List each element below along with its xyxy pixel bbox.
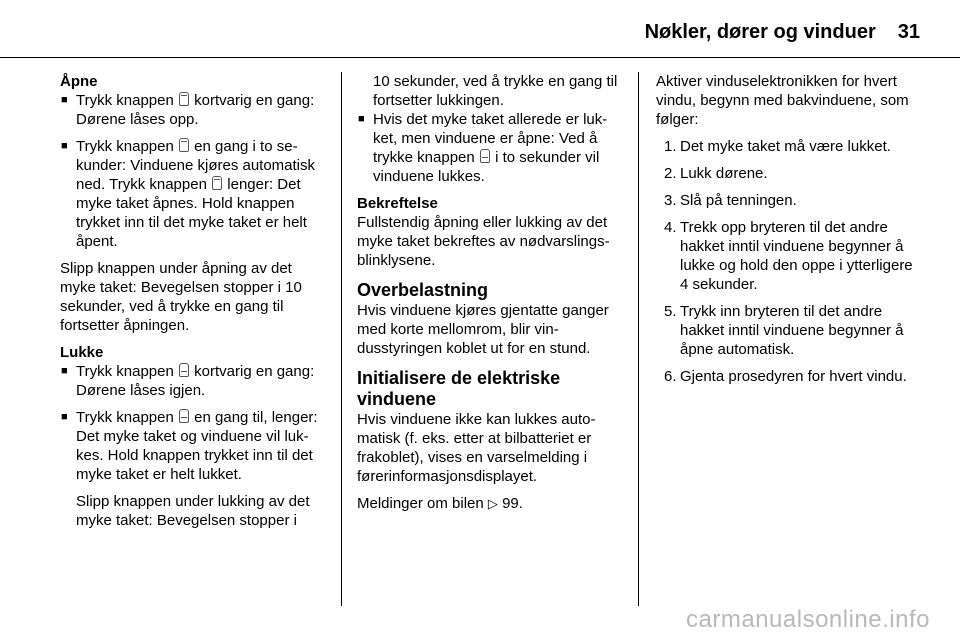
page-title: Nøkler, dører og vinduer xyxy=(644,21,876,43)
heading-initialise: Initialisere de elektriske vinduene xyxy=(357,368,561,409)
paragraph-confirmation: Fullstendig åpning eller lukking av det myke taket bekreftes av nødvarslings-blinklysene. xyxy=(357,214,610,269)
paragraph-initialise: Hvis vinduene ikke kan lukkes automatisk (f. eks. etter at bilbatteriet er frakoblet), vises en varselmelding i førerinformasjonsdisplayet. xyxy=(357,411,596,485)
paragraph-vehicle-messages: Meldinger om bilen ▷ 99. xyxy=(357,495,523,512)
paragraph-intro: Aktiver vinduselektronikken for hvert vindu, begynn med bakvinduene, som følger: xyxy=(656,73,909,128)
paragraph-close-continued: 10 sekunder, ved å trykke en gang til fortsetter lukkingen. xyxy=(373,73,618,109)
heading-open: Åpne xyxy=(60,73,98,90)
page-header xyxy=(645,20,920,44)
heading-close: Lukke xyxy=(60,344,104,361)
list-item: 2. Lukk dørene. xyxy=(664,165,768,182)
bullet-open-long: ■ Trykk knappen en gang i to sekunder: Vinduene kjøres automatisk ned. Trykk knappen lenger: Det myke taket åpnes. Hold knappen trykket inn til det myke taket er helt åpent. xyxy=(60,137,328,251)
roof-close-button-icon xyxy=(179,409,189,423)
page-reference-link[interactable]: 99. xyxy=(502,495,523,512)
paragraph-release-close: Slipp knappen under lukking av det myke taket: Bevegelsen stopper i xyxy=(76,493,310,529)
paragraph-overload: Hvis vinduene kjøres gjentatte ganger med korte mellomrom, blir vindusstyringen koblet ut for en stund. xyxy=(357,302,609,357)
roof-open-button-icon xyxy=(179,138,189,152)
column-2 xyxy=(357,72,625,521)
list-item: 5. Trykk inn bryteren til det andre hakket inntil vinduene begynner å åpne automatisk. xyxy=(664,303,904,358)
column-divider-1 xyxy=(341,72,342,606)
page-reference-arrow-icon: ▷ xyxy=(487,496,498,511)
roof-close-button-icon xyxy=(480,149,490,163)
roof-close-button-icon xyxy=(179,363,189,377)
heading-overload: Overbelastning xyxy=(357,280,489,300)
list-item: 6. Gjenta prosedyren for hvert vindu. xyxy=(664,368,907,385)
heading-confirmation: Bekreftelse xyxy=(357,195,438,212)
roof-open-button-icon xyxy=(212,176,222,190)
bullet-open-short: ■ Trykk knappen kortvarig en gang: Dørene låses opp. xyxy=(60,91,328,129)
paragraph-release-open: Slipp knappen under åpning av det myke taket: Bevegelsen stopper i 10 sekunder, ved å trykke en gang til fortsetter åpningen. xyxy=(60,260,302,334)
bullet-close-short: ■ Trykk knappen kortvarig en gang: Dørene låses igjen. xyxy=(60,362,328,400)
roof-open-button-icon xyxy=(179,92,189,106)
list-item: 1. Det myke taket må være lukket. xyxy=(664,138,891,155)
column-3 xyxy=(656,72,924,394)
column-divider-2 xyxy=(638,72,639,606)
column-1 xyxy=(60,72,328,530)
page-number: 31 xyxy=(897,21,920,43)
bullet-roof-closed-windows-open: ■ Hvis det myke taket allerede er lukket, men vinduene er åpne: Ved å trykke knappen i to sekunder vil vinduene lukkes. xyxy=(357,110,625,186)
watermark: carmanualsonline.info xyxy=(686,606,930,633)
bullet-close-long: ■ Trykk knappen en gang til, lenger: Det myke taket og vinduene vil lukkes. Hold knappen trykket inn til det myke taket er helt lukket. xyxy=(60,408,328,484)
list-item: 3. Slå på tenningen. xyxy=(664,192,797,209)
header-rule xyxy=(0,57,960,58)
list-item: 4. Trekk opp bryteren til det andre hakket inntil vinduene begynner å lukke og hold den oppe i ytterligere 4 sekunder. xyxy=(664,219,913,293)
